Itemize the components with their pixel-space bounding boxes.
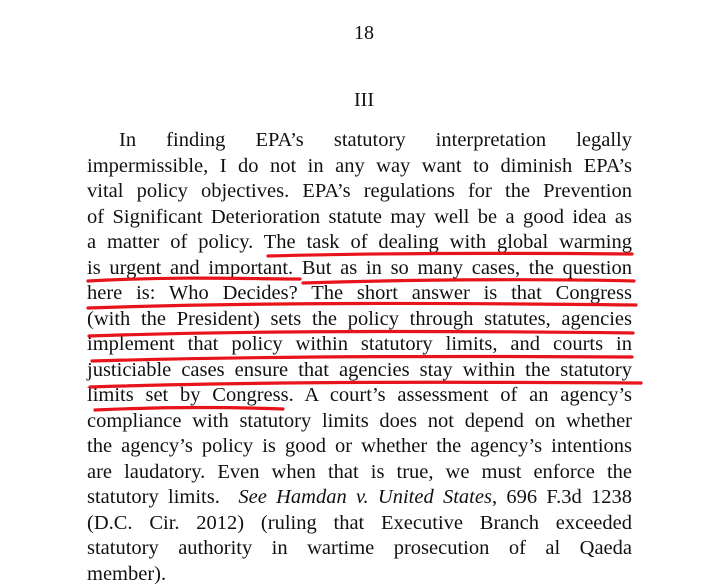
text-line: impermissible, I do not in any way want to diminish EPA’s [87,154,632,180]
text-line: compliance with statutory limits does not depend on whether [87,409,632,435]
text-line: In finding EPA’s statutory interpretation legally [87,128,632,154]
text-line: justiciable cases ensure that agencies stay within the statutory [87,358,632,384]
opinion-paragraph [87,128,632,587]
text-line: (D.C. Cir. 2012) (ruling that Executive Branch exceeded [87,511,632,537]
case-citation: See Hamdan v. United States [238,486,492,508]
text-line: are laudatory. Even when that is true, we must enforce the [87,460,632,486]
text-line: here is: Who Decides? The short answer is that Congress [87,281,632,307]
case-reporter: , 696 F.3d 1238 [492,486,632,508]
text-line: is urgent and important. But as in so many cases, the question [87,256,632,282]
text-line: of Significant Deterioration statute may well be a good idea as [87,205,632,231]
text-line: vital policy objectives. EPA’s regulations for the Prevention [87,179,632,205]
text-line: statutory authority in wartime prosecution of al Qaeda [87,536,632,562]
section-heading: III [0,87,728,113]
text-line: implement that policy within statutory limits, and courts in [87,332,632,358]
text-line: the agency’s policy is good or whether the agency’s intentions [87,434,632,460]
text-line-fragment: statutory limits. [87,486,220,508]
page-number: 18 [0,20,728,46]
text-line: limits set by Congress. A court’s assessment of an agency’s [87,383,632,409]
text-line-with-citation [87,485,632,511]
text-line: (with the President) sets the policy through statutes, agencies [87,307,632,333]
text-line: a matter of policy. The task of dealing with global warming [87,230,632,256]
text-line: member). [87,562,632,587]
